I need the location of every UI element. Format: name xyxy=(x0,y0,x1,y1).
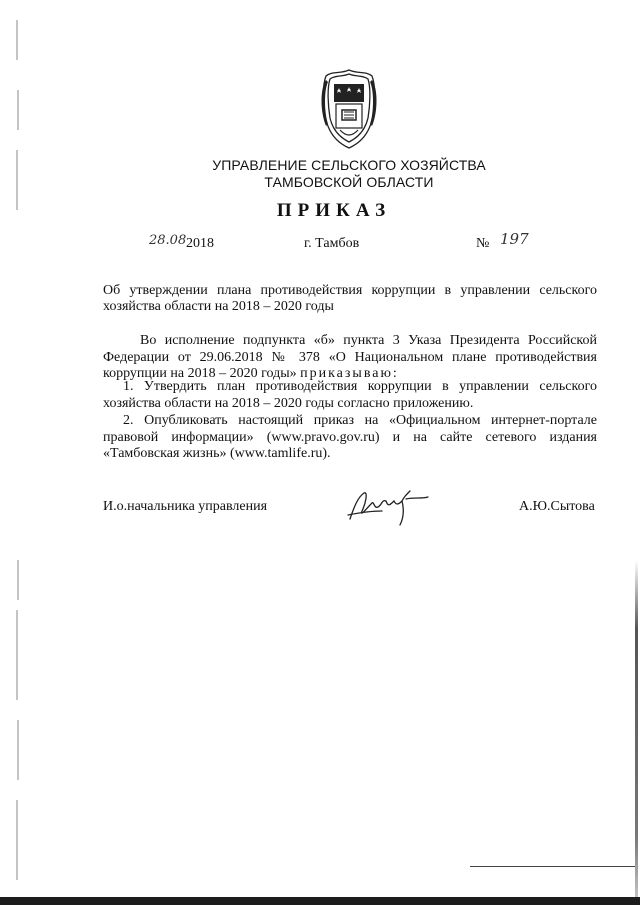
paragraph-item-1: 1. Утвердить план противодействия коррупции в управлении сельского хозяйства области на 2018 – 2020 годы согласно приложению. xyxy=(103,379,597,411)
order-subject: Об утверждении плана противодействия коррупции в управлении сельского хозяйства области на 2018 – 2020 годы xyxy=(103,283,597,314)
number-handwritten: 197 xyxy=(500,230,529,248)
organization-name-line-2: ТАМБОВСКОЙ ОБЛАСТИ xyxy=(264,174,434,190)
scan-line xyxy=(470,866,635,867)
tambov-coat-of-arms-icon xyxy=(318,68,380,150)
signatory-role: И.о.начальника управления xyxy=(103,499,268,514)
scan-edge-marks xyxy=(14,0,22,905)
order-verb: приказываю: xyxy=(300,366,399,381)
signatory-name: А.Ю.Сытова xyxy=(519,499,595,514)
date-year: 2018 xyxy=(186,236,214,251)
organization-name-line-1: УПРАВЛЕНИЕ СЕЛЬСКОГО ХОЗЯЙСТВА xyxy=(212,157,486,173)
scan-edge-right xyxy=(635,560,638,905)
date-handwritten: 28.08 xyxy=(149,233,187,248)
scan-bottom-bar xyxy=(0,897,640,905)
signature-icon xyxy=(344,487,432,527)
document-title: ПРИКАЗ xyxy=(276,200,392,221)
number-sign: № xyxy=(476,236,490,251)
city: г. Тамбов xyxy=(304,236,360,251)
preamble-text: Во исполнение подпункта «б» пункта 3 Указа Президента Российской Федерации от 29.06.2018 № 378 «О Национальном плане противодействия коррупции на 2018 – 2020 годы» xyxy=(103,333,597,381)
paragraph-item-2: 2. Опубликовать настоящий приказ на «Официальном интернет-портале правовой информации» (www.pravo.gov.ru) и на сайте сетевого издания «Тамбовская жизнь» (www.tamlife.ru). xyxy=(103,413,597,461)
paragraph-preamble xyxy=(103,333,597,383)
